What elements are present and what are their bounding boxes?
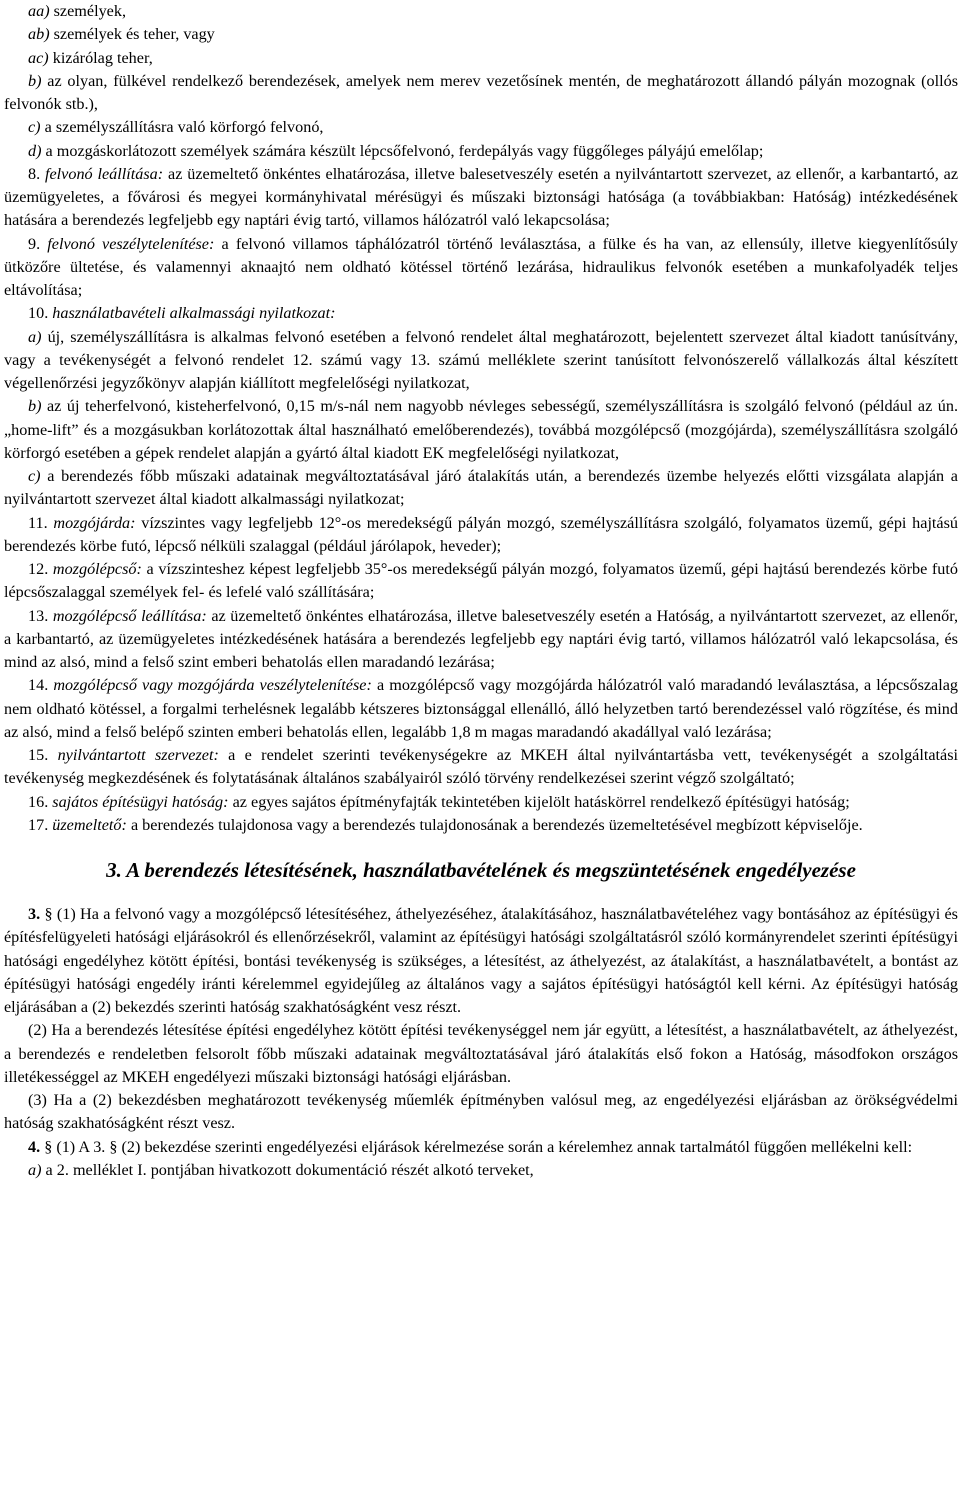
- definition-16: [4, 791, 958, 814]
- definition-term: sajátos építésügyi hatóság:: [52, 792, 229, 811]
- definition-text: a vízszinteshez képest legfeljebb 35°-os meredekségű pályán mozgó, folyamatos üzemű, gépi hajtású berendezés körbe futó lépcsőszalaggal személyek fel- és lefelé való szállítására;: [4, 560, 958, 602]
- definition-term: nyilvántartott szervezet:: [57, 746, 219, 764]
- list-item-ab: [4, 23, 958, 46]
- paragraph-text: § (1) Ha a felvonó vagy a mozgólépcső létesítéséhez, áthelyezéséhez, átalakításához, használatbavételéhez vagy bontásához az építésügyi és építésfelügyeleti hatósági eljárásokról és ellenőrzésekről, valamint az építésügyi hatósági szolgáltatásról szóló kormányrendelet szerinti építésügyi hatósági engedélyhez kötött építési, bontási tevékenység is szükséges, a létesítést, az áthelyezést, az átalakítást, a használatbavételt, a bontást az építésügyi hatósági engedély iránti kérelemmel egyidejűleg az általános vagy a sajátos építésügyi hatóságtól kell kérni. Az építésügyi hatóság eljárásában a (2) bekezdés szerinti hatóság szakhatóságként vesz részt.: [4, 905, 958, 1016]
- section-4-paragraph-1: [4, 1136, 958, 1159]
- definition-text: a e rendelet szerinti tevékenységekre az MKEH által nyilvántartásba vett, tevékenységét a szolgáltatási tevékenység megkezdésének és folytatásának általános szabályairól szóló törvény rendelkezései szerint végző szolgáltató;: [4, 746, 959, 788]
- item-text: személyek,: [49, 2, 126, 20]
- definition-15: [4, 744, 958, 791]
- section-3-paragraph-3: (3) Ha a (2) bekezdésben meghatározott tevékenység műemlék építményben valósul meg, az engedélyezési eljárásban az örökségvédelmi hatóság szakhatóságként részt vesz.: [4, 1091, 958, 1133]
- section-heading: 3. A berendezés létesítésének, használatbavételének és megszüntetésének engedélyezése: [106, 858, 856, 882]
- definition-14: [4, 674, 958, 744]
- item-text: az új teherfelvonó, kisteherfelvonó, 0,15 m/s-nál nem nagyobb névleges sebességű, személyszállításra is szolgáló felvonó (például az ún. „home-lift” és a mozgásukban korlátozottak által használható emelőberendezés), továbbá mozgólépcső (mozgójárda), személyszállításra szolgáló körforgó esetében a gépek rendelet alapján a gyártó által kiadott EK megfelelőségi nyilatkozat,: [4, 397, 958, 462]
- item-text: kizárólag teher,: [48, 48, 153, 67]
- item-text: az olyan, fülkével rendelkező berendezések, amelyek nem merev vezetősínek mentén, de meghatározott állandó pályán mozognak (ollós felvonók stb.),: [4, 71, 958, 113]
- definition-term: üzemeltető:: [52, 815, 127, 834]
- definition-number: 8.: [28, 164, 41, 183]
- item-label: ab): [28, 25, 50, 44]
- definition-term: mozgójárda:: [53, 513, 136, 532]
- list-item-d: [4, 140, 958, 163]
- section-3-paragraph-1: [4, 903, 958, 1019]
- definition-text: a felvonó villamos táphálózatról történő leválasztása, a fülke és ha van, az ellensúly, illetve kiegyenlítősúly ütközőre ültetése, és valamennyi aknaajtó nem oldható kötéssel történő lezárása, hidraulikus felvonók esetében a munkafolyadék teljes eltávolítása;: [4, 234, 958, 299]
- item-text: személyek és teher, vagy: [49, 25, 215, 44]
- definition-9: [4, 233, 958, 303]
- item-label: d): [28, 141, 42, 160]
- definition-number: 9.: [28, 234, 41, 253]
- paragraph-text: § (1) A 3. § (2) bekezdése szerinti engedélyezési eljárások kérelmezése során a kérelemhez annak tartalmától függően mellékelni kell:: [40, 1137, 913, 1156]
- section-4-item-a: [4, 1159, 958, 1182]
- definition-term: felvonó leállítása:: [45, 164, 164, 183]
- sub-item-10a: [4, 326, 958, 396]
- item-label: a): [28, 1160, 42, 1179]
- item-label: aa): [28, 2, 50, 20]
- definition-text: az egyes sajátos építményfajták tekintetében kijelölt hatáskörrel rendelkező építésügyi hatóság;: [228, 792, 850, 811]
- item-label: b): [28, 397, 42, 416]
- definition-number: 12.: [28, 560, 49, 578]
- list-item-aa: [4, 0, 958, 23]
- definition-number: 11.: [28, 513, 48, 532]
- definition-term: felvonó veszélytelenítése:: [47, 234, 215, 253]
- definition-term: mozgólépcső:: [52, 560, 142, 578]
- list-item-b: [4, 70, 958, 117]
- definition-number: 15.: [28, 746, 49, 764]
- item-text: a mozgáskorlátozott személyek számára készült lépcsőfelvonó, ferdepályás vagy függőleges pályájú emelőlap;: [41, 141, 764, 160]
- definition-8: [4, 163, 958, 233]
- sub-item-10b: [4, 395, 958, 465]
- item-text: új, személyszállításra is alkalmas felvonó esetében a felvonó rendelet által meghatározott, bejelentett szervezet által kiadott tanúsítvány, vagy a tevékenységét a felvonó rendelet 12. számú vagy 13. számú melléklete szerint tanúsított felvonószerelő vállalkozás által készített végellenőrzési jegyzőkönyv alapján kiállított megfelelőségi nyilatkozat,: [4, 327, 958, 392]
- item-label: a): [28, 327, 42, 346]
- definition-number: 16.: [28, 792, 49, 811]
- item-label: ac): [28, 48, 49, 67]
- definition-11: [4, 512, 958, 559]
- definition-text: az üzemeltető önkéntes elhatározása, illetve balesetveszély esetén a nyilvántartott szervezet, az ellenőr, a karbantartó, az üzemügyeletes, a fővárosi és megyei kormányhivatal mérésügyi és műszaki biztonsági hatósága (a továbbiakban: Hatóság) intézkedésének hatására a berendezés legfeljebb egy naptári évig tartó, villamos hálózatról való lekapcsolása;: [4, 164, 959, 230]
- section-number: 3.: [28, 905, 41, 923]
- definition-text: az üzemeltető önkéntes elhatározása, illetve balesetveszély esetén a Hatóság, a nyilvántartott szervezet, az ellenőr, a karbantartó, az üzemügyeletes intézkedésének hatására a berendezés legfeljebb egy naptári évig tartó, villamos hálózatról való lekapcsolása, és mind az alsó, mind a felső szint emberi behatolás ellen maradandó lezárása;: [4, 606, 959, 671]
- definition-text: a berendezés tulajdonosa vagy a berendezés tulajdonosának a berendezés üzemeltetésével megbízott képviselője.: [126, 815, 863, 834]
- item-label: b): [28, 71, 42, 90]
- document-page: [4, 0, 958, 1182]
- item-text: a berendezés főbb műszaki adatainak megváltoztatásával járó átalakítás után, a berendezés üzembe helyezés előtti vizsgálata alapján a nyilvántartott szervezet által kiadott alkalmassági nyilatkozat;: [4, 467, 958, 509]
- definition-text: vízszintes vagy legfeljebb 12°-os meredekségű pályán mozgó, személyszállításra szolgáló, folyamatos üzemű, gépi hajtású berendezés körbe futó, lépcső nélküli szalaggal (például járólapok, heveder);: [4, 513, 959, 555]
- item-text: a 2. melléklet I. pontjában hivatkozott dokumentáció részét alkotó terveket,: [41, 1160, 534, 1179]
- definition-12: [4, 558, 958, 605]
- item-text: a személyszállításra való körforgó felvonó,: [40, 118, 324, 137]
- definition-number: 17.: [28, 815, 49, 834]
- item-label: c): [28, 118, 41, 137]
- definition-number: 13.: [28, 606, 49, 625]
- definition-13: [4, 605, 958, 675]
- definition-17: [4, 814, 958, 837]
- list-item-c: [4, 116, 958, 139]
- definition-number: 14.: [28, 676, 49, 695]
- definition-10: [4, 302, 958, 325]
- section-number: 4.: [28, 1137, 41, 1156]
- definition-text: a mozgólépcső vagy mozgójárda hálózatról való maradandó leválasztása, a lépcsőszalag nem oldható kötéssel, a forgalmi terhelésnek legalább kétszeres biztonsággal ellenálló, álló helyzetben tartó berendezéssel való rögzítése, és mind az alsó, mind a felső belépő szinten emberi behatolás ellen, legalább 1,8 m magas maradandó akadállyal való lezárása;: [4, 676, 959, 741]
- sub-item-10c: [4, 465, 958, 512]
- definition-term: használatbavételi alkalmassági nyilatkozat:: [52, 304, 336, 323]
- definition-term: mozgólépcső leállítása:: [52, 606, 207, 625]
- definition-number: 10.: [28, 304, 49, 323]
- list-item-ac: [4, 47, 958, 70]
- item-label: c): [28, 467, 41, 485]
- definition-term: mozgólépcső vagy mozgójárda veszélytelenítése:: [53, 676, 372, 695]
- section-3-paragraph-2: (2) Ha a berendezés létesítése építési engedélyhez kötött építési tevékenységgel nem jár együtt, a létesítést, a használatbavételt, az áthelyezést, a berendezés e rendeletben felsorolt főbb műszaki adatainak megváltoztatásával járó átalakítás első fokon a Hatóság, másodfokon országos illetékességgel az MKEH engedélyezi műszaki biztonsági hatósági eljárásban.: [4, 1021, 958, 1086]
